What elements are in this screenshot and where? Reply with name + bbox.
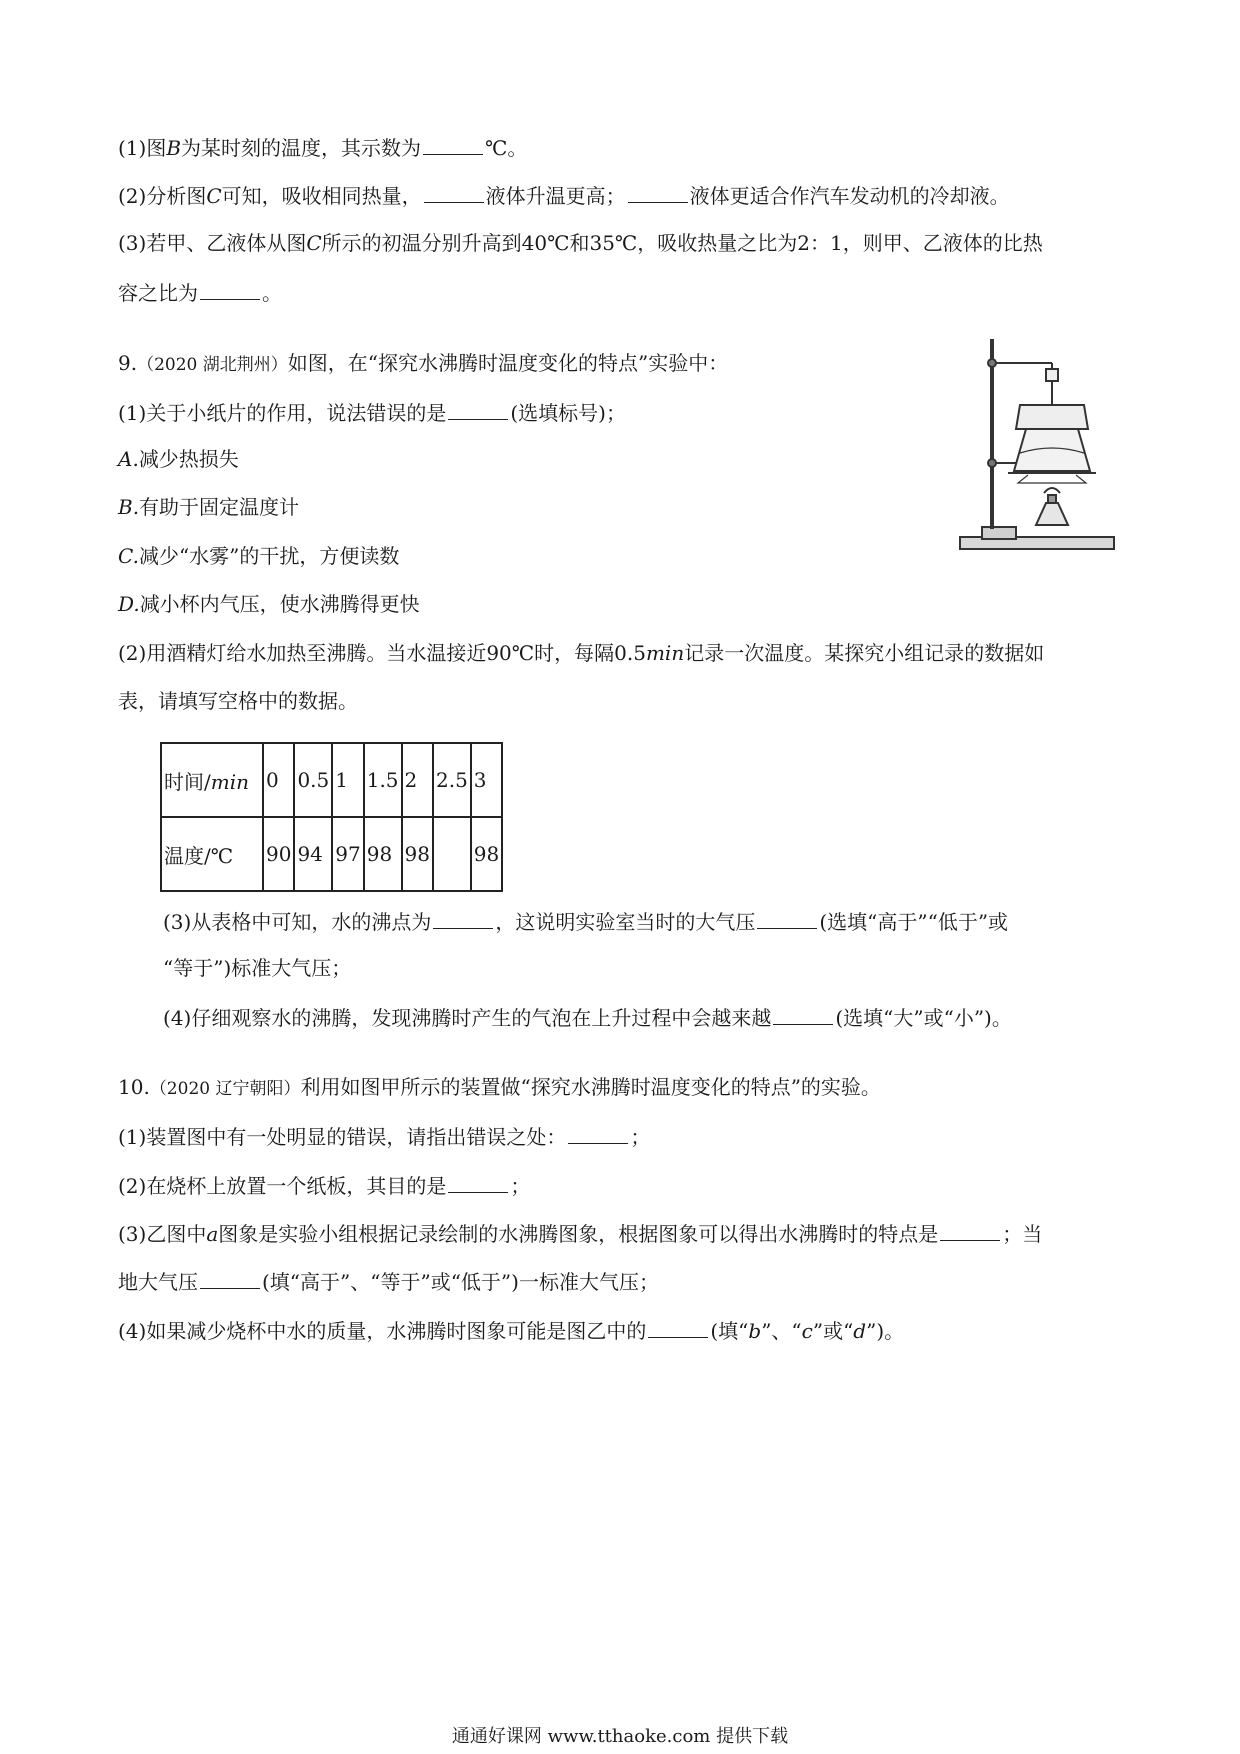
- answer-blank[interactable]: [448, 1174, 508, 1193]
- q9-part2-cont: 表，请填写空格中的数据。: [118, 689, 358, 713]
- q8-part3-cont: 容之比为 。: [118, 281, 282, 305]
- answer-blank[interactable]: [423, 136, 483, 155]
- table-cell-label: 温度/℃: [161, 817, 263, 891]
- table-cell: 98: [364, 817, 402, 891]
- answer-blank[interactable]: [448, 401, 508, 420]
- table-cell: 0: [263, 743, 294, 817]
- answer-blank[interactable]: [433, 910, 493, 929]
- answer-blank[interactable]: [773, 1006, 833, 1025]
- q9-part1: (1)关于小纸片的作用，说法错误的是 (选填标号)；: [118, 401, 626, 425]
- q8-part2: (2)分析图C可知，吸收相同热量， 液体升温更高； 液体更适合作汽车发动机的冷却液。: [118, 184, 1010, 208]
- table-cell: 98: [402, 817, 433, 891]
- table-cell: 2.5: [433, 743, 471, 817]
- temperature-table: [160, 742, 503, 892]
- table-cell-label: 时间/min: [161, 743, 263, 817]
- table-cell: 90: [263, 817, 294, 891]
- q10-part3-cont: 地大气压 (填“高于”、“等于”或“低于”)一标准大气压；: [118, 1270, 659, 1294]
- table-cell: 0.5: [294, 743, 332, 817]
- q10-part3: (3)乙图中a图象是实验小组根据记录绘制的水沸腾图象，根据图象可以得出水沸腾时的特点是 ；当: [118, 1222, 1043, 1246]
- q10-heading: 10.（2020 辽宁朝阳）利用如图甲所示的装置做“探究水沸腾时温度变化的特点”的实验。: [118, 1075, 881, 1099]
- q9-part3-cont: “等于”)标准大气压；: [163, 956, 352, 980]
- table-cell: 2: [402, 743, 433, 817]
- q9-option-a: A.减少热损失: [118, 447, 239, 471]
- answer-blank[interactable]: [200, 1270, 260, 1289]
- page-footer: 通通好课网 www.tthaoke.com 提供下载: [451, 1726, 789, 1747]
- table-cell-empty[interactable]: [433, 817, 471, 891]
- q9-option-d: D.减小杯内气压，使水沸腾得更快: [118, 592, 420, 616]
- q9-part3: (3)从表格中可知，水的沸点为 ，这说明实验室当时的大气压 (选填“高于”“低于”或: [163, 910, 1009, 934]
- q8-part1: (1)图B为某时刻的温度，其示数为 ℃。: [118, 136, 528, 160]
- table-cell: 1: [332, 743, 363, 817]
- answer-blank[interactable]: [940, 1222, 1000, 1241]
- table-cell: 98: [471, 817, 502, 891]
- q9-part2: (2)用酒精灯给水加热至沸腾。当水温接近90℃时，每隔0.5min记录一次温度。某探究小组记录的数据如: [118, 641, 1045, 665]
- table-row: [161, 743, 502, 817]
- table-cell: 94: [294, 817, 332, 891]
- q10-part1: (1)装置图中有一处明显的错误，请指出错误之处： ；: [118, 1125, 651, 1149]
- table-row: [161, 817, 502, 891]
- answer-blank[interactable]: [628, 184, 688, 203]
- q9-part4: (4)仔细观察水的沸腾，发现沸腾时产生的气泡在上升过程中会越来越 (选填“大”或“小”)。: [163, 1006, 1012, 1030]
- boiling-apparatus-figure: [958, 333, 1118, 565]
- q10-part2: (2)在烧杯上放置一个纸板，其目的是 ；: [118, 1174, 531, 1198]
- q8-part3: (3)若甲、乙液体从图C所示的初温分别升高到40℃和35℃，吸收热量之比为2：1，则甲、乙液体的比热: [118, 231, 1043, 255]
- answer-blank[interactable]: [648, 1319, 708, 1338]
- answer-blank[interactable]: [200, 281, 260, 300]
- table-cell: 3: [471, 743, 502, 817]
- answer-blank[interactable]: [757, 910, 817, 929]
- table-cell: 1.5: [364, 743, 402, 817]
- answer-blank[interactable]: [424, 184, 484, 203]
- answer-blank[interactable]: [568, 1125, 628, 1144]
- table-cell: 97: [332, 817, 363, 891]
- q9-option-b: B.有助于固定温度计: [118, 495, 300, 519]
- q9-option-c: C.减少“水雾”的干扰，方便读数: [118, 544, 400, 568]
- q10-part4: (4)如果减少烧杯中水的质量，水沸腾时图象可能是图乙中的 (填“b”、“c”或“d”)。: [118, 1319, 905, 1343]
- q9-heading: 9.（2020 湖北荆州）如图，在“探究水沸腾时温度变化的特点”实验中：: [118, 351, 729, 375]
